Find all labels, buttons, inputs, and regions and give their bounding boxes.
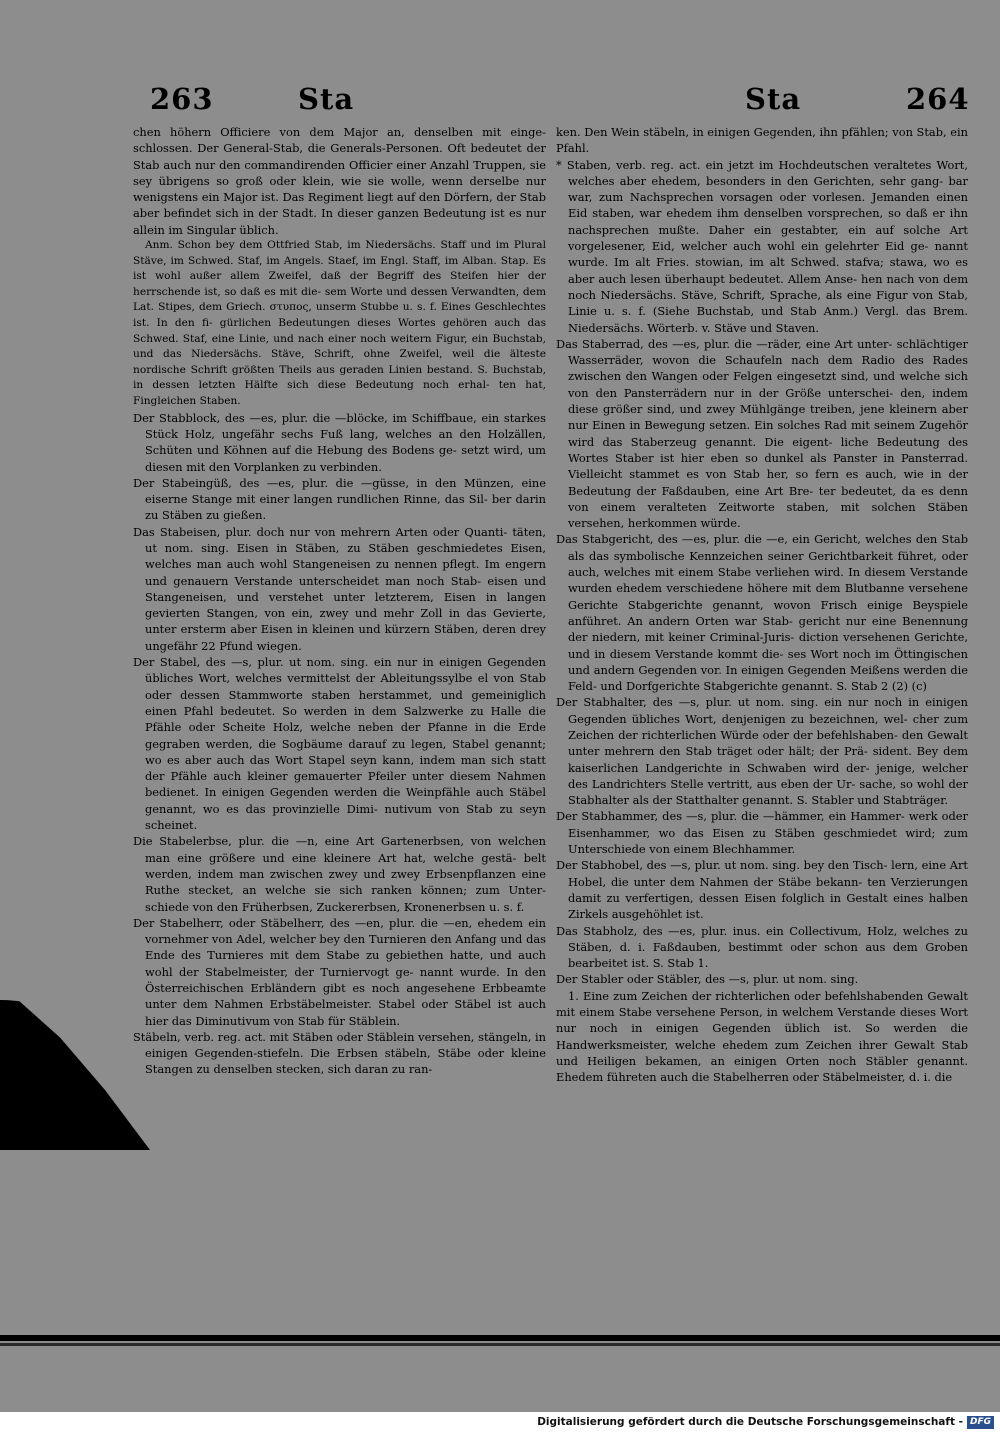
dictionary-entry: Der Stabhammer, des —s, plur. die —hämmer, ein Hammer- werk oder Eisenhammer, wo das Eisen zu Stäben geschmiedet wird; zum Unterschiede von einem Blechhammer. <box>556 809 968 857</box>
dictionary-entry: Der Stabeingüß, des —es, plur. die —güsse, in den Münzen, eine eiserne Stange mit einer langen rundlichen Rinne, das Sil- ber darin zu Stäben zu gießen. <box>133 475 546 523</box>
dictionary-entry: Der Stabblock, des —es, plur. die —blöcke, im Schiffbaue, ein starkes Stück Holz, ungefähr sechs Fuß lang, welches an den Holzällen, Schüten und Köhnen auf die Hebung des Bodens ge- setzt wird, um diesen mit den Vorplanken zu verbinden. <box>133 410 546 474</box>
scan-shadow-blot <box>0 1000 150 1150</box>
page-number-right: 264 <box>906 82 970 116</box>
dictionary-entry: Die Stabelerbse, plur. die —n, eine Art Gartenerbsen, von welchen man eine größere und eine kleinere Art hat, welche gestä- belt werden, indem man zwischen zwey und zwey Erbsenpflanzen eine Ruthe stecket, an welche sie sich ranken können; zum Unter- schiede von den Früherbsen, Zuckererbsen, Kronenerbsen u. s. f. <box>133 834 546 914</box>
dfg-logo: DFG <box>967 1416 994 1429</box>
dictionary-entry: Das Stabgericht, des —es, plur. die —e, ein Gericht, welches den Stab als das symbolische Kennzeichen seiner Gerichtbarkeit führet, oder auch, welches mit einem Stabe verliehen wird. In diesem Verstande wurden ehedem verschiedene höhere mit dem Blutbanne versehene Gerichte Stabgerichte genannt, wovon Frisch einige Beyspiele anführet. An andern Orten war Stab- gericht nur eine Benennung der niedern, mit keiner Criminal-Juris- diction versehenen Gerichte, und in diesem Verstande kommt die- ses Wort noch im Öttingischen und andern Gegenden vor. In einigen Gegenden Meißens werden die Feld- und Dorfgerichte Stabgerichte genannt. S. Stab 2 (2) (c) <box>556 532 968 694</box>
dictionary-entry: ken. Den Wein stäbeln, in einigen Gegenden, ihn pfählen; von Stab, ein Pfahl. <box>556 125 968 156</box>
dictionary-entry: Der Stabelherr, oder Stäbelherr, des —en, plur. die —en, ehedem ein vornehmer von Adel, welcher bey den Turnieren den Anfang und das Ende des Turnieres mit dem Stabe zu gebiethen hatte, und auch wohl der Stabelmeister, der Turniervogt ge- nannt wurde. In den Österreichischen Erbländern gibt es noch angesehene Erbbeamte unter dem Nahmen Erbstäbelmeister. Stabel oder Stäbel ist auch hier das Diminutivum von Stab für Stäblein. <box>133 915 546 1028</box>
right-column <box>556 124 968 1086</box>
left-column <box>133 124 546 1078</box>
running-head-left: Sta <box>298 82 355 116</box>
dictionary-entry: Der Stabhobel, des —s, plur. ut nom. sing. bey den Tisch- lern, eine Art Hobel, die unter dem Nahmen der Stäbe bekann- ten Verzierungen damit zu verfertigen, dessen Eisen folglich in Gestalt eines halben Zirkels ausgehöhlet ist. <box>556 858 968 922</box>
footer-credit <box>0 1412 1000 1432</box>
dictionary-entry: * Staben, verb. reg. act. ein jetzt im Hochdeutschen veraltetes Wort, welches aber ehedem, besonders in den Gerichten, sehr gang- bar war, zum Nachsprechen vorsagen oder vorlesen. Jemanden einen Eid staben, war ehedem ihm denselben vorsprechen, so daß er ihn nachsprechen mußte. Daher ein gestabter, ein auf solche Art vorgelesener, Eid, welcher auch wohl ein gelehrter Eid ge- nannt wurde. Im alt Fries. stowian, im alt Schwed. stafva; stawa, wo es aber auch lesen überhaupt bedeutet. Allem Anse- hen nach von dem noch Niedersächs. Stäve, Schrift, Sprache, als eine Figur von Stab, Linie u. s. f. (Siehe Buchstab, und Stab Anm.) Vergl. das Brem. Niedersächs. Wörterb. v. Stäve und Staven. <box>556 157 968 335</box>
dictionary-entry: Stäbeln, verb. reg. act. mit Stäben oder Stäblein versehen, stängeln, in einigen Gegenden-stiefeln. Die Erbsen stäbeln, Stäbe oder kleine Stangen zu denselben stecken, sich daran zu ran- <box>133 1029 546 1077</box>
dictionary-entry: Das Stabholz, des —es, plur. inus. ein Collectivum, Holz, welches zu Stäben, d. i. Faßdauben, bestimmt oder schon aus dem Groben bearbeitet ist. S. Stab 1. <box>556 923 968 971</box>
dictionary-entry: Der Stabler oder Stäbler, des —s, plur. ut nom. sing. <box>556 972 859 987</box>
scan-edge-bar <box>0 1335 1000 1341</box>
dictionary-entry: chen höhern Officiere von dem Major an, denselben mit einge- schlossen. Der General-Stab, die Generals-Personen. Oft bedeutet der Stab auch nur den commandirenden Officier einer Anzahl Truppen, sie sey übrigens so groß oder klein, wie sie wolle, wenn derselbe nur wenigstens ein Major ist. Das Regiment liegt auf den Dörfern, der Stab aber befindet sich in der Stadt. In dieser ganzen Bedeutung ist es nur allein im Singular üblich. <box>133 125 546 237</box>
dictionary-subentry: 1. Eine zum Zeichen der richterlichen oder befehlshabenden Gewalt mit einem Stabe versehene Person, in welchem Verstande dieses Wort nur noch in einigen Gegenden üblich ist. So werden die Handwerksmeister, welche ehedem zum Zeichen ihrer Gewalt Stab und Heiligen bekamen, an einigen Orten noch Stäbler genannt. Ehedem führeten auch die Stabelherren oder Stäbelmeister, d. i. die <box>556 988 968 1085</box>
page-number-left: 263 <box>150 82 214 116</box>
dictionary-entry: Das Stabeisen, plur. doch nur von mehrern Arten oder Quanti- täten, ut nom. sing. Eisen in Stäben, zu Stäben geschmiedetes Eisen, welches man auch wohl Stangeneisen zu nennen pflegt. Im engern und genauern Verstande unterscheidet man noch Stab- eisen und Stangeneisen, und verstehet unter letzterem, Eisen in langen gevierten Stangen, von ein, zwey und mehr Zoll in das Gevierte, unter ersterm aber Eisen in kleinen und kürzern Stäben, deren drey ungefähr 22 Pfund wiegen. <box>133 524 546 653</box>
annotation-note: Anm. Schon bey dem Ottfried Stab, im Niedersächs. Staff und im Plural Stäve, im Schwed. Staf, im Angels. Staef, im Engl. Staff, im Alban. Stap. Es ist wohl außer allem Zweifel, daß der Begriff des Steifen hier der herrschende ist, so daß es mit die- sem Worte und dessen Verwandten, dem Lat. Stipes, dem Griech. στυπος, unserm Stubbe u. s. f. Eines Geschlechtes ist. In den fi- gürlichen Bedeutungen dieses Wortes gehören auch das Schwed. Staf, eine Linie, und nach einer noch weitern Figur, ein Buchstab, und das Niedersächs. Stäve, Schrift, ohne Zweifel, weil die älteste nordische Schrift größten Theils aus geraden Linien bestand. S. Buchstab, in dessen letzten Hälfte sich diese Bedeutung noch erhal- ten hat, Fingleichen Staben. <box>133 239 546 408</box>
running-head-right: Sta <box>745 82 802 116</box>
dictionary-entry: Das Staberrad, des —es, plur. die —räder, eine Art unter- schlächtiger Wasserräder, wovon die Schaufeln nach dem Radio des Rades zwischen den Wangen oder Felgen eingesetzt sind, und welche sich von den Pansterrädern nur in der Größe unterschei- den, indem diese größer sind, und zwey Mühlgänge treiben, jene kleinern aber nur Einen in Bewegung setzen. Ein solches Rad mit seinem Zugehör wird das Staberzeug genannt. Die eigent- liche Bedeutung des Wortes Staber ist hier eben so dunkel als Panster in Pansterrad. Vielleicht stammet es von Stab her, so fern es auch, wie in der Bedeutung der Faßdauben, eine Art Bre- ter bedeutet, da es denn von einem veralteten Zeitworte staben, mit solchen Stäben versehen, herkommen würde. <box>556 336 968 531</box>
dictionary-entry: Der Stabhalter, des —s, plur. ut nom. sing. ein nur noch in einigen Gegenden übliches Wort, denjenigen zu bezeichnen, wel- cher zum Zeichen der richterlichen Würde oder der befehlshaben- den Gewalt unter mehrern den Stab träget oder hält; der Prä- sident. Bey dem kaiserlichen Landgerichte in Schwaben wird der- jenige, welcher des Landrichters Stelle vertritt, aus eben der Ur- sache, so wohl der Stabhalter als der Statthalter genannt. S. Stabler und Stabträger. <box>556 695 968 808</box>
dictionary-entry: Der Stabel, des —s, plur. ut nom. sing. ein nur in einigen Gegenden übliches Wort, welches vermittelst der Ableitungssylbe el von Stab oder dessen Stammworte staben herstammet, und gemeiniglich einen Pfahl bedeutet. So werden in dem Salzwerke zu Halle die Pfähle oder Scheite Holz, welche neben der Pfanne in die Erde gegraben werden, die Sogbäume darauf zu legen, Stabel genannt; wo es aber auch das Wort Stapel seyn kann, indem man sich statt der Pfähle auch kleiner gemauerter Pfeiler unter diesem Nahmen bedienet. In einigen Gegenden werden die Weinpfähle auch Stäbel genannt, wo es das provinzielle Dimi- nutivum von Stab zu seyn scheinet. <box>133 655 546 833</box>
scan-edge-bar-thin <box>0 1343 1000 1346</box>
footer-credit-text: Digitalisierung gefördert durch die Deutsche Forschungsgemeinschaft - <box>537 1416 963 1428</box>
